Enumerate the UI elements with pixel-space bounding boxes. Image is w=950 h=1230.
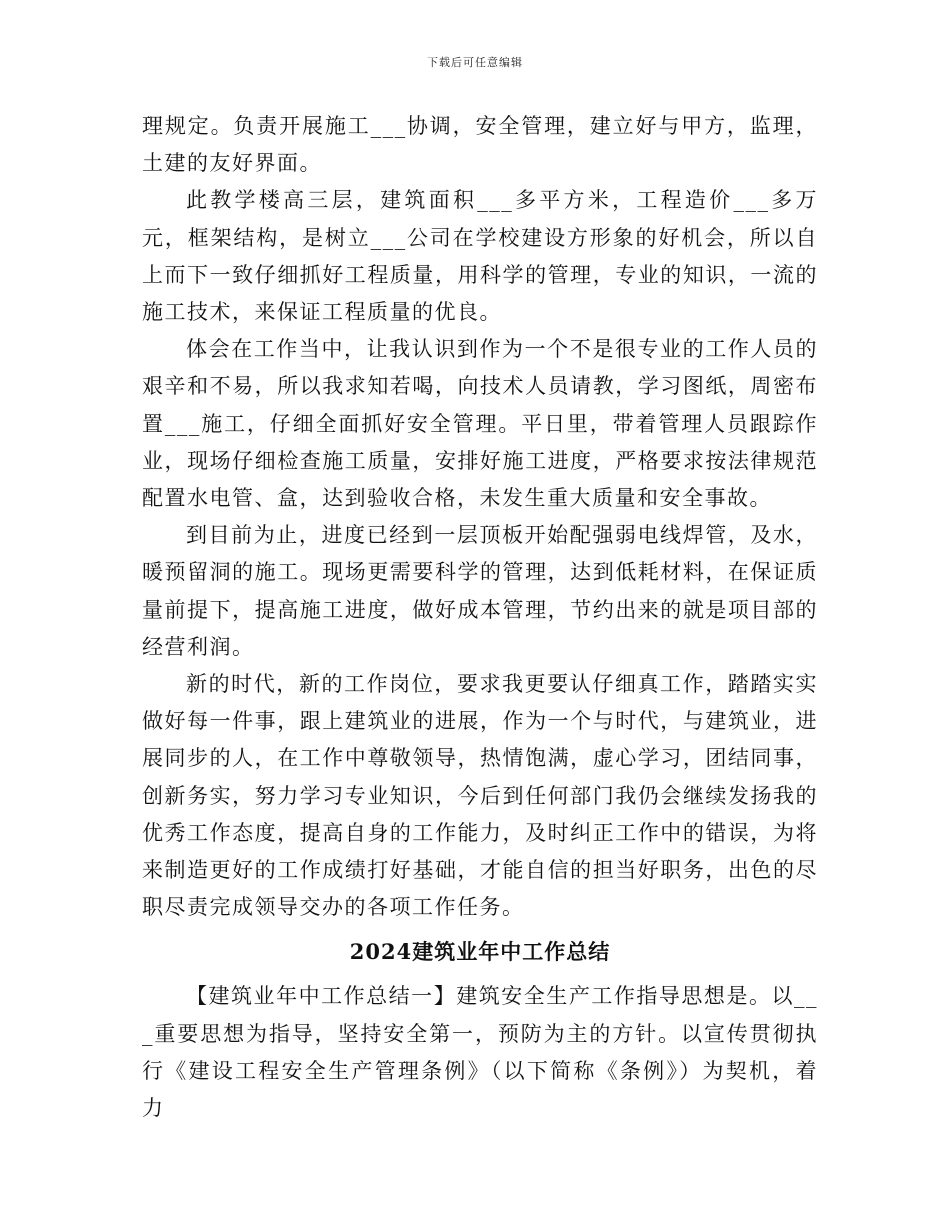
paragraph-future-outlook: 新的时代，新的工作岗位，要求我更要认仔细真工作，踏踏实实做好每一件事，跟上建筑业的进展，作为一个与时代，与建筑业，进展同步的人，在工作中尊敬领导，热情饱满，虚心学习，团结同事，创新务实，努力学习专业知识，今后到任何部门我仍会继续发扬我的优秀工作态度，提高自身的工作能力，及时纠正工作中的错误，为将来制造更好的工作成绩打好基础，才能自信的担当好职务，出色的尽职尽责完成领导交办的各项工作任务。 xyxy=(142,672,818,920)
paragraph-summary-one: 【建筑业年中工作总结一】建筑安全生产工作指导思想是。以___重要思想为指导，坚持安全第一，预防为主的方针。以宣传贯彻执行《建设工程安全生产管理条例》（以下简称《条例》）为契机，着力 xyxy=(142,984,818,1121)
paragraph-current-progress: 到目前为止，进度已经到一层顶板开始配强弱电线焊管，及水，暖预留洞的施工。现场更需要科学的管理，达到低耗材料，在保证质量前提下，提高施工进度，做好成本管理，节约出来的就是项目部的经营利润。 xyxy=(142,523,818,659)
paragraph-building-overview: 此教学楼高三层，建筑面积___多平方米，工程造价___多万元，框架结构，是树立___公司在学校建设方形象的好机会，所以自上而下一致仔细抓好工程质量，用科学的管理，专业的知识，一流的施工技术，来保证工程质量的优良。 xyxy=(142,188,818,325)
page-header: 下载后可任意编辑 xyxy=(427,56,523,69)
paragraph-continuation: 理规定。负责开展施工___协调，安全管理，建立好与甲方，监理，土建的友好界面。 xyxy=(142,114,818,176)
document-body xyxy=(142,108,818,1127)
section-title: 2024建筑业年中工作总结 xyxy=(349,939,611,965)
paragraph-work-experience: 体会在工作当中，让我认识到作为一个不是很专业的工作人员的艰辛和不易，所以我求知若喝，向技术人员请教，学习图纸，周密布置___施工，仔细全面抓好安全管理。平日里，带着管理人员跟踪作业，现场仔细检查施工质量，安排好施工进度，严格要求按法律规范配置水电管、盒，达到验收合格，未发生重大质量和安全事故。 xyxy=(142,337,818,511)
